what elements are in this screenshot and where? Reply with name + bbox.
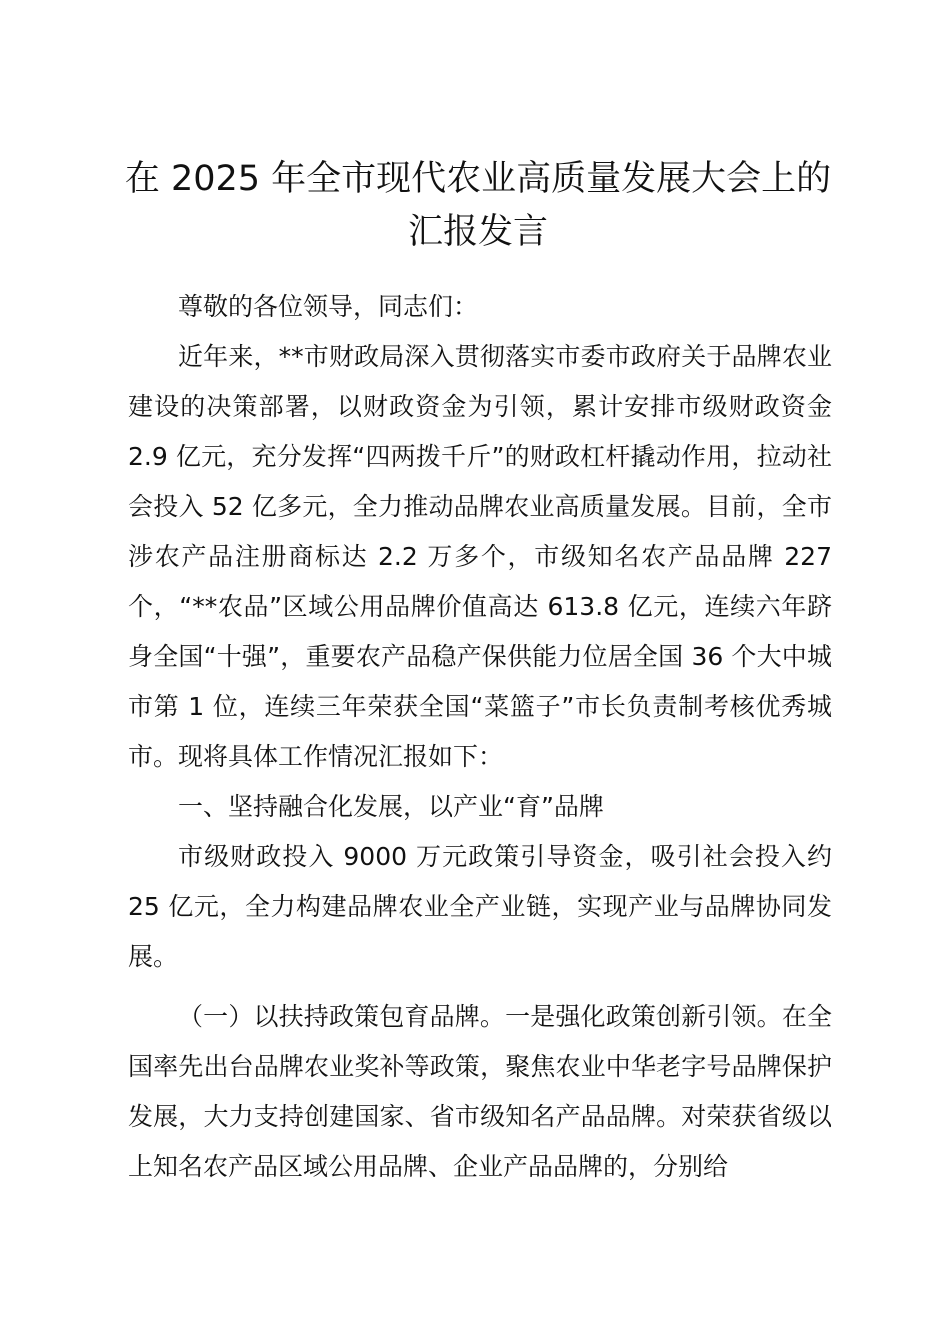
paragraph-subsection1: （一）以扶持政策包育品牌。一是强化政策创新引领。在全国率先出台品牌农业奖补等政策，聚焦农业中华老字号品牌保护发展，大力支持创建国家、省市级知名产品品牌。对荣获省级以上知名农产品区域公用品牌、企业产品品牌的，分别给	[128, 1002, 832, 1181]
document-title	[118, 153, 838, 259]
title-line-1: 在 2025 年全市现代农业高质量发展大会上的	[124, 159, 832, 199]
salutation: 尊敬的各位领导，同志们：	[178, 292, 479, 321]
section-heading-1: 一、坚持融合化发展，以产业“育”品牌	[178, 792, 604, 821]
document-body	[128, 282, 832, 1192]
title-line-2: 汇报发言	[407, 212, 548, 252]
paragraph-intro: 近年来，**市财政局深入贯彻落实市委市政府关于品牌农业建设的决策部署，以财政资金为引领，累计安排市级财政资金 2.9 亿元，充分发挥“四两拨千斤”的财政杠杆撬动作用，拉动社会投入 52 亿多元，全力推动品牌农业高质量发展。目前，全市涉农产品注册商标达 2.2 万多个，市级知名农产品品牌 227 个，“**农品”区域公用品牌价值高达 613.8 亿元，连续六年跻身全国“十强”，重要农产品稳产保供能力位居全国 36 个大中城市第 1 位，连续三年荣获全国“菜篮子”市长负责制考核优秀城市。现将具体工作情况汇报如下：	[128, 342, 832, 771]
paragraph-section1: 市级财政投入 9000 万元政策引导资金，吸引社会投入约 25 亿元，全力构建品牌农业全产业链，实现产业与品牌协同发展。	[128, 842, 832, 971]
